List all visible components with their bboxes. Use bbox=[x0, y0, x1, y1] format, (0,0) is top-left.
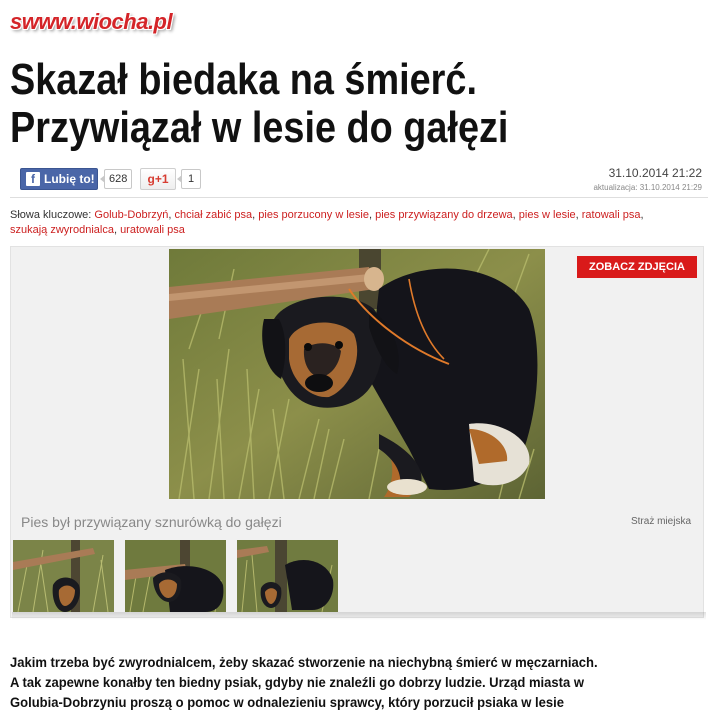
keyword-link[interactable]: ratowali psa bbox=[581, 209, 641, 221]
photo-caption: Pies był przywiązany sznurówką do gałęzi bbox=[21, 514, 282, 530]
keyword-link[interactable]: pies porzucony w lesie bbox=[258, 209, 369, 221]
article-lead-line-1: Jakim trzeba być zwyrodnialcem, żeby skazać stworzenie na niechybną śmierć w męczarniach. bbox=[10, 654, 598, 670]
keyword-link[interactable]: szukają zwyrodnialca bbox=[10, 224, 114, 236]
keyword-link[interactable]: Golub-Dobrzyń bbox=[94, 209, 169, 221]
google-plus-count: 1 bbox=[181, 169, 201, 189]
facebook-icon: f bbox=[26, 172, 40, 186]
article-meta bbox=[20, 166, 702, 194]
google-plus-button[interactable]: g+1 bbox=[140, 168, 176, 190]
keyword-link[interactable]: chciał zabić psa bbox=[174, 209, 253, 221]
photo-gallery bbox=[10, 246, 704, 618]
divider bbox=[10, 197, 708, 198]
see-photos-button[interactable]: ZOBACZ ZDJĘCIA bbox=[577, 256, 697, 278]
publish-date: 31.10.2014 21:22 bbox=[608, 166, 702, 180]
gallery-thumbnail-1[interactable] bbox=[13, 540, 114, 612]
gallery-thumbnail-2[interactable] bbox=[125, 540, 226, 612]
site-logo[interactable] bbox=[10, 6, 172, 38]
keywords: Słowa kluczowe: Golub-Dobrzyń, chciał zabić psa, pies porzucony w lesie, pies przywiązany do drzewa, pies w lesie, ratowali psa, szukają zwyrodnialca, uratowali psa bbox=[10, 209, 644, 236]
keyword-link[interactable]: pies w lesie bbox=[518, 209, 576, 221]
facebook-like-button[interactable] bbox=[20, 168, 98, 190]
keywords-label: Słowa kluczowe: bbox=[10, 209, 92, 221]
article-title-line-2: Przywiązał w lesie do gałęzi bbox=[10, 103, 509, 152]
facebook-like-label: Lubię to! bbox=[44, 172, 95, 186]
keyword-link[interactable]: pies przywiązany do drzewa bbox=[375, 209, 513, 221]
photo-credit: Straż miejska bbox=[630, 516, 691, 527]
logo-text: swww.wiocha.pl bbox=[10, 9, 173, 34]
article-title bbox=[10, 56, 612, 152]
article-title-line-1: Skazał biedaka na śmierć. bbox=[10, 55, 477, 104]
article-lead-line-3: Golubia-Dobrzyniu proszą o pomoc w odnalezieniu sprawcy, który porzucił psiaka w lesie bbox=[10, 694, 564, 710]
gallery-thumbnail-3[interactable] bbox=[237, 540, 338, 612]
article-lead bbox=[10, 652, 709, 712]
facebook-like-count: 628 bbox=[104, 169, 132, 189]
updated-date: aktualizacja: 31.10.2014 21:29 bbox=[593, 183, 702, 192]
keyword-link[interactable]: uratowali psa bbox=[120, 224, 185, 236]
gallery-shadow bbox=[12, 612, 706, 620]
main-photo[interactable] bbox=[169, 249, 545, 499]
article-lead-line-2: A tak zapewne konałby ten biedny psiak, gdyby nie znaleźli go dobrzy ludzie. Urząd miasta w bbox=[10, 674, 584, 690]
